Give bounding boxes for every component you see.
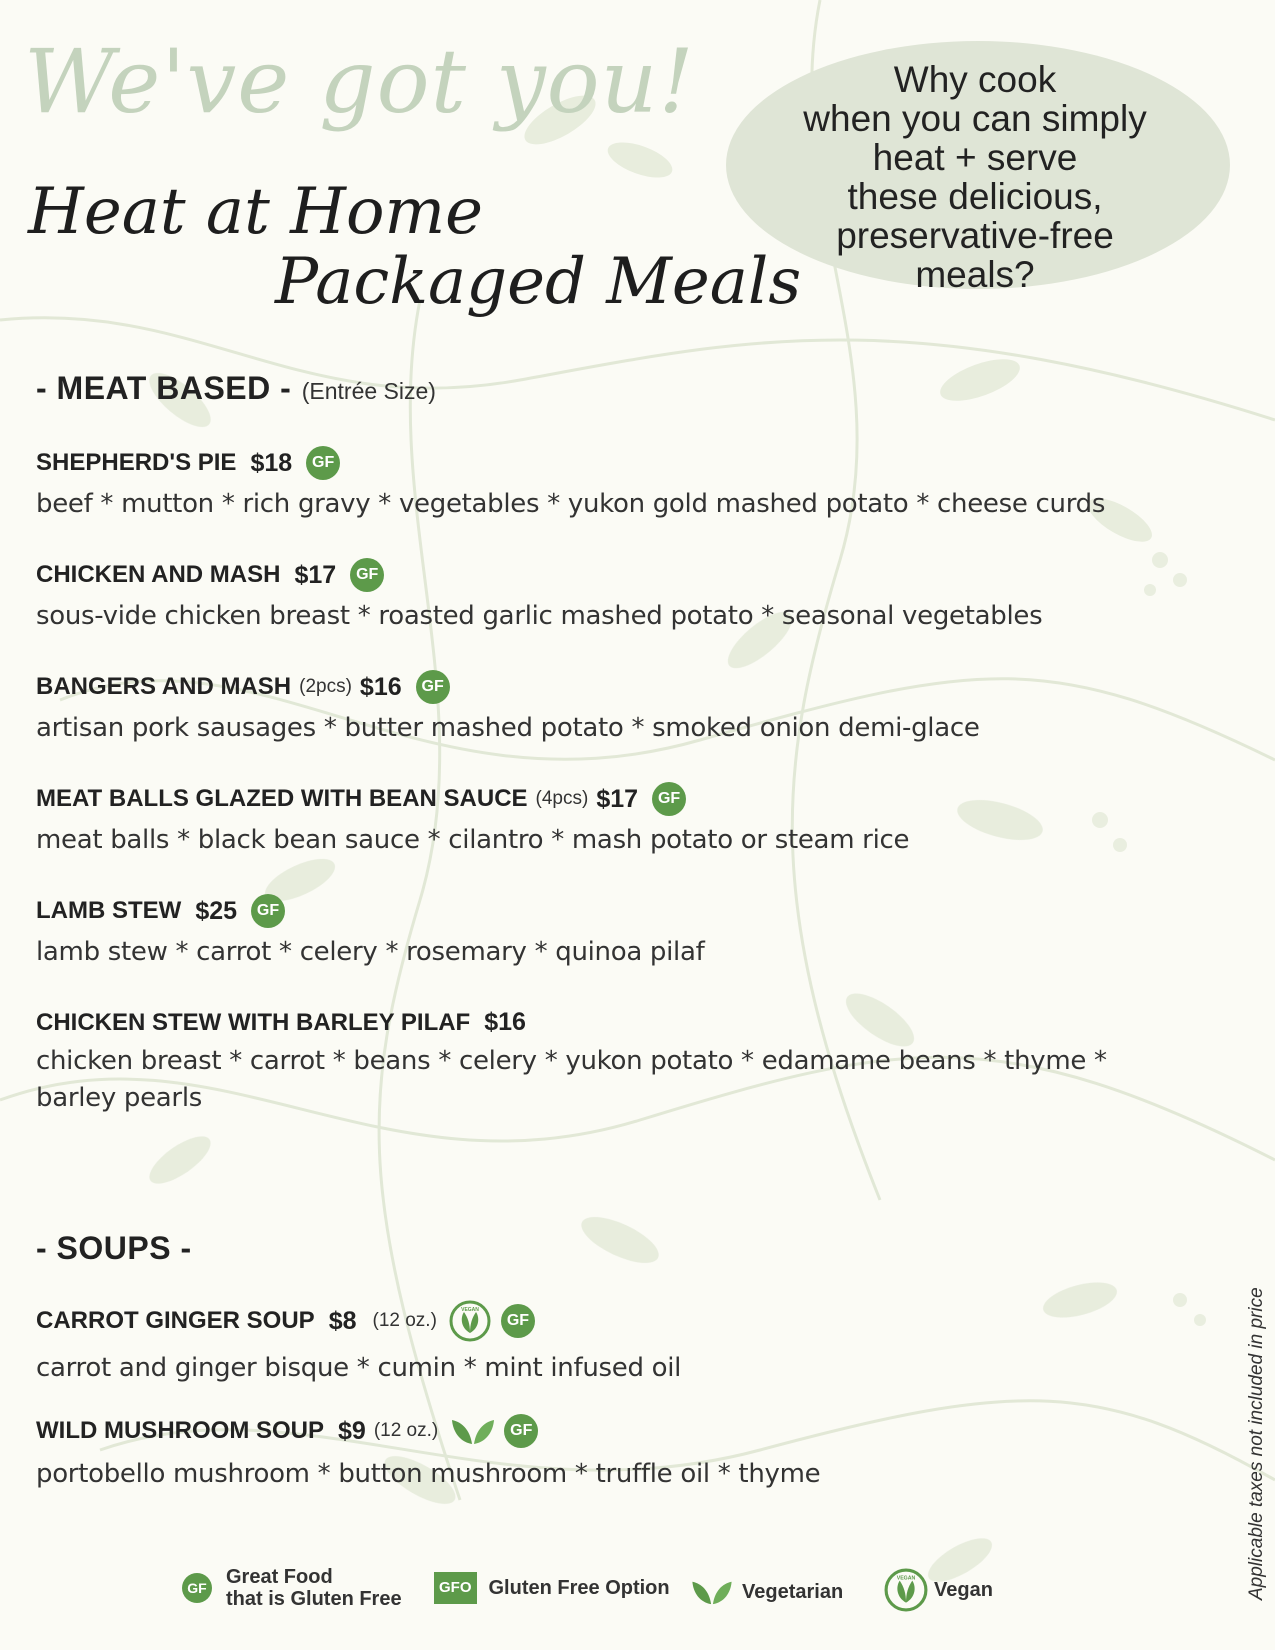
section-subheading: (Entrée Size) <box>301 378 436 404</box>
legend-gf-badge: GF <box>182 1573 212 1603</box>
item-description: chicken breast * carrot * beans * celery * yukon potato * edamame beans * thyme * barley pearls <box>36 1046 1107 1113</box>
legend-vegetarian <box>690 1578 843 1606</box>
item-name: LAMB STEW <box>36 897 182 924</box>
item-name: SHEPHERD'S PIE <box>36 449 237 476</box>
legend-gf-line2: that is Gluten Free <box>226 1588 402 1610</box>
vegetarian-leaf-icon <box>690 1578 734 1606</box>
item-name: BANGERS AND MASH <box>36 673 292 700</box>
item-description: carrot and ginger bisque * cumin * mint infused oil <box>36 1353 682 1383</box>
item-price: $16 <box>484 1008 526 1036</box>
menu-item <box>36 670 1216 747</box>
item-price: $9 <box>338 1416 366 1445</box>
item-quantity: (4pcs) <box>535 788 589 809</box>
vegan-icon <box>884 1568 928 1612</box>
gf-badge: GF <box>504 1414 538 1448</box>
item-description: lamb stew * carrot * celery * rosemary * quinoa pilaf <box>36 937 705 967</box>
legend-vegan <box>884 1568 993 1612</box>
menu-item <box>36 446 1216 523</box>
vegan-icon <box>449 1300 491 1342</box>
legend-gfo <box>434 1572 670 1604</box>
item-name: MEAT BALLS GLAZED WITH BEAN SAUCE <box>36 785 528 812</box>
menu-item <box>36 1008 1186 1117</box>
legend-vegan-label: Vegan <box>934 1578 993 1601</box>
gf-badge: GF <box>251 894 285 928</box>
section-heading-soups <box>36 1230 192 1267</box>
callout-line: Why cook <box>893 59 1057 100</box>
item-description: artisan pork sausages * butter mashed potato * smoked onion demi-glace <box>36 713 980 743</box>
legend-vegan-badge: VEGAN <box>896 1575 916 1582</box>
item-name: WILD MUSHROOM SOUP <box>36 1417 324 1444</box>
item-quantity: (2pcs) <box>299 676 352 697</box>
item-quantity: (12 oz.) <box>372 1310 437 1331</box>
item-price: $25 <box>195 896 238 925</box>
item-price: $17 <box>596 784 639 813</box>
item-name: CHICKEN STEW WITH BARLEY PILAF <box>36 1008 471 1036</box>
callout-line: heat + serve <box>872 137 1078 178</box>
menu-item <box>36 894 1216 971</box>
page-title-line1: Heat at Home <box>28 175 484 249</box>
item-description: meat balls * black bean sauce * cilantro * mash potato or steam rice <box>36 825 910 855</box>
callout-text <box>745 60 1205 294</box>
gf-badge: GF <box>306 446 340 480</box>
section-heading-meat <box>36 370 436 407</box>
item-name: CARROT GINGER SOUP <box>36 1307 315 1334</box>
menu-item <box>36 782 1216 859</box>
page-title-line2: Packaged Meals <box>275 245 802 319</box>
callout-line: these delicious, <box>847 176 1103 217</box>
gf-badge: GF <box>501 1304 535 1338</box>
item-description: sous-vide chicken breast * roasted garlic mashed potato * seasonal vegetables <box>36 601 1043 631</box>
item-price: $8 <box>328 1306 357 1335</box>
item-price: $17 <box>294 560 337 589</box>
tax-note: Applicable taxes not included in price <box>1246 1287 1267 1600</box>
legend-gfo-badge: GFO <box>434 1572 477 1604</box>
item-quantity: (12 oz.) <box>373 1420 439 1441</box>
vegetarian-leaf-icon <box>450 1416 496 1446</box>
item-description: beef * mutton * rich gravy * vegetables * yukon gold mashed potato * cheese curds <box>36 489 1106 519</box>
item-name: CHICKEN AND MASH <box>36 561 281 588</box>
legend-gf-line1: Great Food <box>226 1566 333 1588</box>
item-description: portobello mushroom * button mushroom * truffle oil * thyme <box>36 1459 821 1489</box>
gf-badge: GF <box>652 782 686 816</box>
callout-line: when you can simply <box>803 98 1147 139</box>
menu-item <box>36 558 1216 635</box>
legend-gfo-label: Gluten Free Option <box>488 1576 670 1599</box>
section-heading-label: - MEAT BASED - <box>36 370 292 406</box>
legend-gf <box>182 1566 402 1610</box>
gf-badge: GF <box>416 670 450 704</box>
menu-item <box>36 1300 1216 1387</box>
callout-line: meals? <box>915 254 1035 295</box>
callout-line: preservative-free <box>836 215 1114 256</box>
item-price: $16 <box>359 672 402 701</box>
item-price: $18 <box>250 448 293 477</box>
legend-vegetarian-label: Vegetarian <box>742 1580 844 1603</box>
menu-item <box>36 1414 1216 1493</box>
gf-badge: GF <box>350 558 384 592</box>
tagline: We've got you! <box>24 30 695 133</box>
vegan-icon-label: VEGAN <box>461 1307 479 1313</box>
section-heading-label: - SOUPS - <box>36 1230 192 1266</box>
